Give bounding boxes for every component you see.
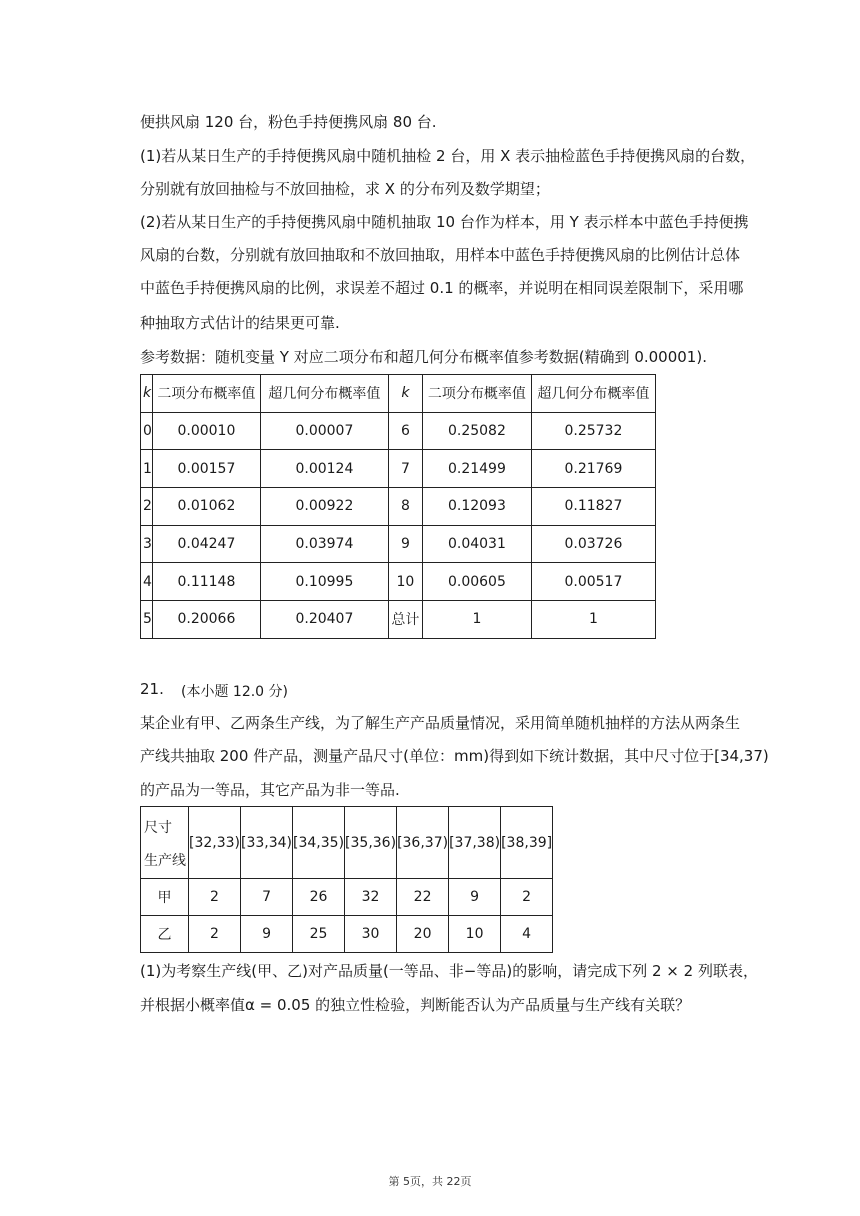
prob-table-cell: 0.04247 bbox=[152, 525, 260, 563]
prob-table-cell: 10 bbox=[388, 563, 422, 601]
prob-table-header-cell: k bbox=[388, 375, 422, 413]
prob-table-cell: 3 bbox=[141, 525, 153, 563]
size-interval-header: [32,33) bbox=[189, 807, 241, 879]
size-interval-header: [37,38) bbox=[449, 807, 501, 879]
prob-table-cell: 0.12093 bbox=[422, 488, 531, 526]
size-count-cell: 32 bbox=[345, 879, 397, 916]
size-count-cell: 2 bbox=[501, 879, 553, 916]
q1-line-2: 分别就有放回抽检与不放回抽检，求 X 的分布列及数学期望； bbox=[140, 180, 550, 198]
size-count-cell: 30 bbox=[345, 916, 397, 953]
size-count-cell: 9 bbox=[449, 879, 501, 916]
prob-table-cell: 0.21769 bbox=[531, 450, 655, 488]
q2-line-4: 种抽取方式估计的结果更可靠. bbox=[140, 314, 340, 332]
size-count-cell: 20 bbox=[397, 916, 449, 953]
prob-table-cell: 7 bbox=[388, 450, 422, 488]
prob-table-cell: 0.00007 bbox=[260, 412, 388, 450]
prob-table-cell: 0.20407 bbox=[260, 601, 388, 639]
prob-table-cell: 0.01062 bbox=[152, 488, 260, 526]
prob-table-cell: 0.20066 bbox=[152, 601, 260, 639]
size-count-cell: 2 bbox=[189, 916, 241, 953]
prob-table-cell: 0.25732 bbox=[531, 412, 655, 450]
prob-table-cell: 0.10995 bbox=[260, 563, 388, 601]
production-line-label: 乙 bbox=[141, 916, 189, 953]
prob-table-cell: 0.00605 bbox=[422, 563, 531, 601]
size-count-cell: 2 bbox=[189, 879, 241, 916]
size-interval-header: [34,35) bbox=[293, 807, 345, 879]
prob-table-header-cell: 二项分布概率值 bbox=[422, 375, 531, 413]
q2-line-3: 中蓝色手持便携风扇的比例，求误差不超过 0.1 的概率，并说明在相同误差限制下，采用哪 bbox=[140, 279, 744, 297]
prob-table-cell: 4 bbox=[141, 563, 153, 601]
prob-table-header-row bbox=[141, 375, 656, 413]
size-interval-header: [36,37) bbox=[397, 807, 449, 879]
size-interval-header: [33,34) bbox=[241, 807, 293, 879]
prob-table-cell: 2 bbox=[141, 488, 153, 526]
reference-data-line: 参考数据：随机变量 Y 对应二项分布和超几何分布概率值参考数据(精确到 0.00001). bbox=[140, 348, 707, 366]
q21-line-2: 产线共抽取 200 件产品，测量产品尺寸(单位：mm)得到如下统计数据，其中尺寸位于[34,37) bbox=[140, 747, 769, 765]
size-table-corner-cell bbox=[141, 807, 189, 879]
size-interval-header: [38,39] bbox=[501, 807, 553, 879]
size-count-cell: 22 bbox=[397, 879, 449, 916]
prob-table-header-cell: k bbox=[141, 375, 153, 413]
size-count-cell: 26 bbox=[293, 879, 345, 916]
q1-line-1: (1)若从某日生产的手持便携风扇中随机抽检 2 台，用 X 表示抽检蓝色手持便携风扇的台数， bbox=[140, 147, 756, 165]
size-count-cell: 10 bbox=[449, 916, 501, 953]
production-line-label: 甲 bbox=[141, 879, 189, 916]
prob-table-cell: 0.03726 bbox=[531, 525, 655, 563]
table-row bbox=[141, 412, 656, 450]
size-count-cell: 9 bbox=[241, 916, 293, 953]
page-footer: 第 5页，共 22页 bbox=[388, 1175, 472, 1188]
table-row bbox=[141, 563, 656, 601]
prob-table-cell: 8 bbox=[388, 488, 422, 526]
prob-table-cell: 0.00517 bbox=[531, 563, 655, 601]
prob-table-cell: 0 bbox=[141, 412, 153, 450]
q21-part1-line-1: (1)为考察生产线(甲、乙)对产品质量(一等品、非−等品)的影响，请完成下列 2 × 2 列联表， bbox=[140, 962, 758, 980]
corner-label-line: 生产线 bbox=[144, 853, 186, 869]
size-count-cell: 25 bbox=[293, 916, 345, 953]
prob-table-cell: 1 bbox=[531, 601, 655, 639]
prob-table-cell: 0.00124 bbox=[260, 450, 388, 488]
q21-line-1: 某企业有甲、乙两条生产线，为了解生产产品质量情况，采用简单随机抽样的方法从两条生 bbox=[140, 714, 741, 732]
size-count-cell: 7 bbox=[241, 879, 293, 916]
prob-table-cell: 1 bbox=[422, 601, 531, 639]
prob-table-cell: 6 bbox=[388, 412, 422, 450]
probability-reference-table bbox=[140, 374, 656, 639]
prob-table-cell: 总计 bbox=[388, 601, 422, 639]
table-row bbox=[141, 488, 656, 526]
size-count-cell: 4 bbox=[501, 916, 553, 953]
table-row bbox=[141, 916, 553, 953]
table-row bbox=[141, 601, 656, 639]
prob-table-header-cell: 二项分布概率值 bbox=[152, 375, 260, 413]
question-21-number: 21. bbox=[140, 680, 164, 698]
q21-part1-line-2: 并根据小概率值α = 0.05 的独立性检验，判断能否认为产品质量与生产线有关联？ bbox=[140, 996, 691, 1014]
prob-table-cell: 0.03974 bbox=[260, 525, 388, 563]
prob-table-header-cell: 超几何分布概率值 bbox=[531, 375, 655, 413]
prob-table-cell: 1 bbox=[141, 450, 153, 488]
question-21-score-note: (本小题 12.0 分) bbox=[181, 684, 288, 700]
prob-table-cell: 5 bbox=[141, 601, 153, 639]
prob-table-cell: 0.11827 bbox=[531, 488, 655, 526]
q2-line-1: (2)若从某日生产的手持便携风扇中随机抽取 10 台作为样本，用 Y 表示样本中蓝色手持便携 bbox=[140, 213, 749, 231]
prob-table-cell: 0.21499 bbox=[422, 450, 531, 488]
table-row bbox=[141, 879, 553, 916]
prob-table-cell: 0.00010 bbox=[152, 412, 260, 450]
prob-table-header-cell: 超几何分布概率值 bbox=[260, 375, 388, 413]
q2-line-2: 风扇的台数，分别就有放回抽取和不放回抽取，用样本中蓝色手持便携风扇的比例估计总体 bbox=[140, 246, 741, 264]
prob-table-cell: 0.11148 bbox=[152, 563, 260, 601]
prob-table-cell: 9 bbox=[388, 525, 422, 563]
table-row bbox=[141, 450, 656, 488]
prob-table-cell: 0.00157 bbox=[152, 450, 260, 488]
table-row bbox=[141, 525, 656, 563]
size-statistics-table bbox=[140, 806, 553, 953]
prob-table-cell: 0.25082 bbox=[422, 412, 531, 450]
prob-table-cell: 0.00922 bbox=[260, 488, 388, 526]
corner-label-size: 尺寸 bbox=[144, 820, 172, 836]
q21-line-3: 的产品为一等品，其它产品为非一等品. bbox=[140, 781, 400, 799]
size-table-header-row bbox=[141, 807, 553, 879]
size-interval-header: [35,36) bbox=[345, 807, 397, 879]
intro-tail-text: 便拱风扇 120 台，粉色手持便携风扇 80 台. bbox=[140, 113, 437, 131]
prob-table-cell: 0.04031 bbox=[422, 525, 531, 563]
